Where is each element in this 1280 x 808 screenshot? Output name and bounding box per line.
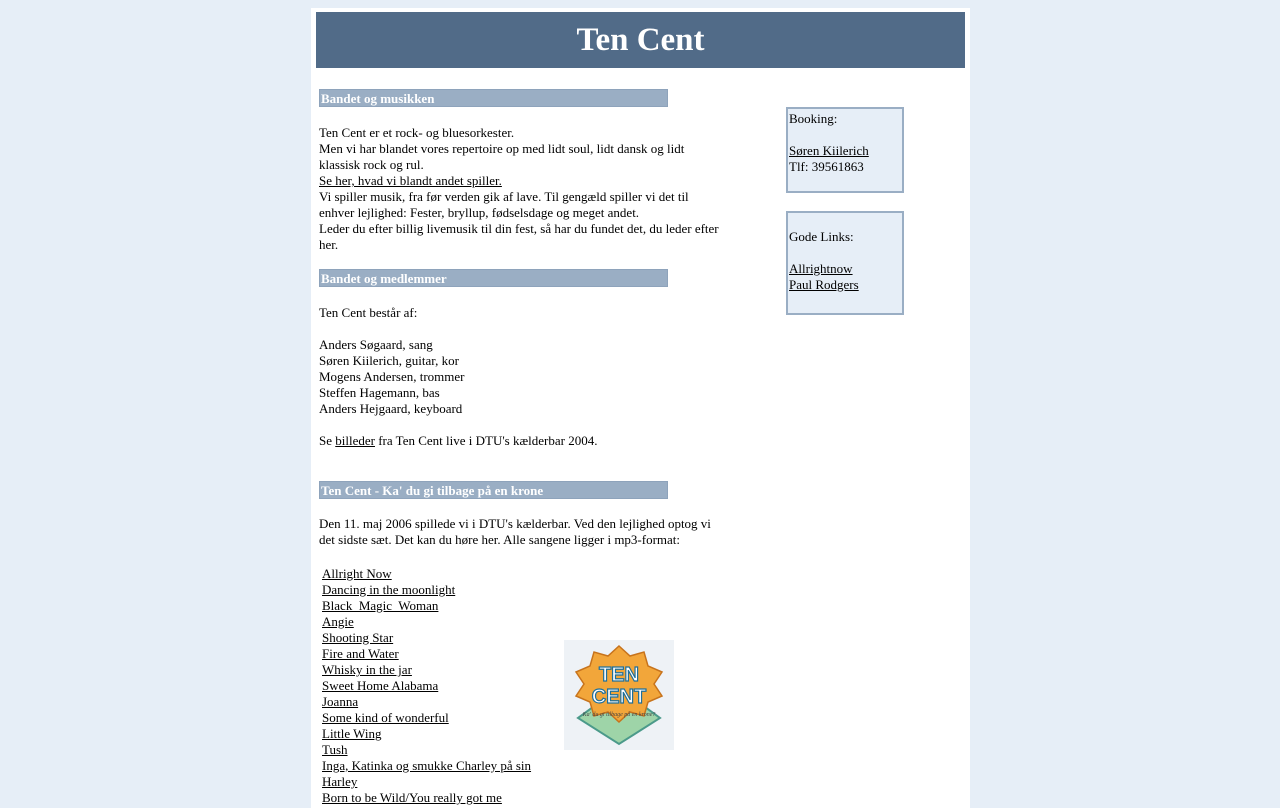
- member-item: Anders Søgaard, sang: [319, 337, 433, 352]
- song-link[interactable]: Black Magic Woman: [322, 598, 439, 613]
- song-link[interactable]: Shooting Star: [322, 630, 394, 645]
- links-label: Gode Links:: [789, 229, 854, 244]
- song-link[interactable]: Whisky in the jar: [322, 662, 412, 677]
- recording-text: Den 11. maj 2006 spillede vi i DTU's kælderbar. Ved den lejlighed optog vi det sidste sæt. Det kan du høre her. Alle sangene ligger i mp3-format:: [319, 516, 711, 547]
- photos-link[interactable]: billeder: [335, 433, 375, 448]
- song-link[interactable]: Joanna: [322, 694, 359, 709]
- song-link[interactable]: Fire and Water: [322, 646, 399, 661]
- section-heading-recording: Ten Cent - Ka' du gi tilbage på en krone: [319, 481, 668, 499]
- song-link[interactable]: Born to be Wild/You really got me: [322, 790, 502, 805]
- logo-graphic: [564, 640, 674, 750]
- member-item: Anders Hejgaard, keyboard: [319, 401, 463, 416]
- song-list: [322, 566, 537, 806]
- logo-text: TEN: [599, 664, 639, 686]
- section-recording-body: [319, 516, 721, 548]
- section-heading-music: Bandet og musikken: [319, 89, 668, 107]
- section-music-body: [319, 125, 721, 253]
- site-header: [316, 12, 965, 68]
- music-text-line: Vi spiller musik, fra før verden gik af lave. Til gengæld spiller vi det til enhver lejlighed: Fester, bryllup, fødselsdage og meget andet.: [319, 189, 689, 220]
- member-item: Søren Kiilerich, guitar, kor: [319, 353, 459, 368]
- section-heading-members: Bandet og medlemmer: [319, 269, 668, 287]
- links-box: [786, 211, 904, 315]
- member-item: Mogens Andersen, trommer: [319, 369, 465, 384]
- ten-cent-logo: [564, 640, 674, 750]
- logo-tagline: Ka' du gi tilbage på en krone?: [582, 712, 656, 718]
- site-title: Ten Cent: [576, 21, 705, 58]
- booking-box: [786, 107, 904, 193]
- song-link[interactable]: Sweet Home Alabama: [322, 678, 439, 693]
- song-link[interactable]: Allright Now: [322, 566, 392, 581]
- song-link[interactable]: Some kind of wonderful: [322, 710, 449, 725]
- page-container: [311, 8, 970, 808]
- music-text-line: Men vi har blandet vores repertoire op med lidt soul, lidt dansk og lidt klassisk rock og rul.: [319, 141, 685, 172]
- booking-phone: Tlf: 39561863: [789, 159, 864, 174]
- song-link[interactable]: Angie: [322, 614, 354, 629]
- music-text-line: Ten Cent er et rock- og bluesorkester.: [319, 125, 515, 140]
- photos-line: Se billeder fra Ten Cent live i DTU's kælderbar 2004.: [319, 433, 598, 448]
- song-link[interactable]: Little Wing: [322, 726, 382, 741]
- repertoire-link[interactable]: Se her, hvad vi blandt andet spiller.: [319, 173, 502, 188]
- member-item: Steffen Hagemann, bas: [319, 385, 440, 400]
- external-link[interactable]: Paul Rodgers: [789, 277, 859, 292]
- song-link[interactable]: Inga, Katinka og smukke Charley på sin Harley: [322, 758, 532, 789]
- booking-contact-link[interactable]: Søren Kiilerich: [789, 143, 869, 158]
- music-text-line: Leder du efter billig livemusik til din fest, så har du fundet det, du leder efter her.: [319, 221, 719, 252]
- section-members-body: [319, 305, 721, 449]
- logo-text: CENT: [591, 686, 647, 708]
- booking-label: Booking:: [789, 111, 838, 126]
- external-link[interactable]: Allrightnow: [789, 261, 853, 276]
- song-link[interactable]: Tush: [322, 742, 348, 757]
- song-link[interactable]: Dancing in the moonlight: [322, 582, 456, 597]
- members-intro: Ten Cent består af:: [319, 305, 418, 320]
